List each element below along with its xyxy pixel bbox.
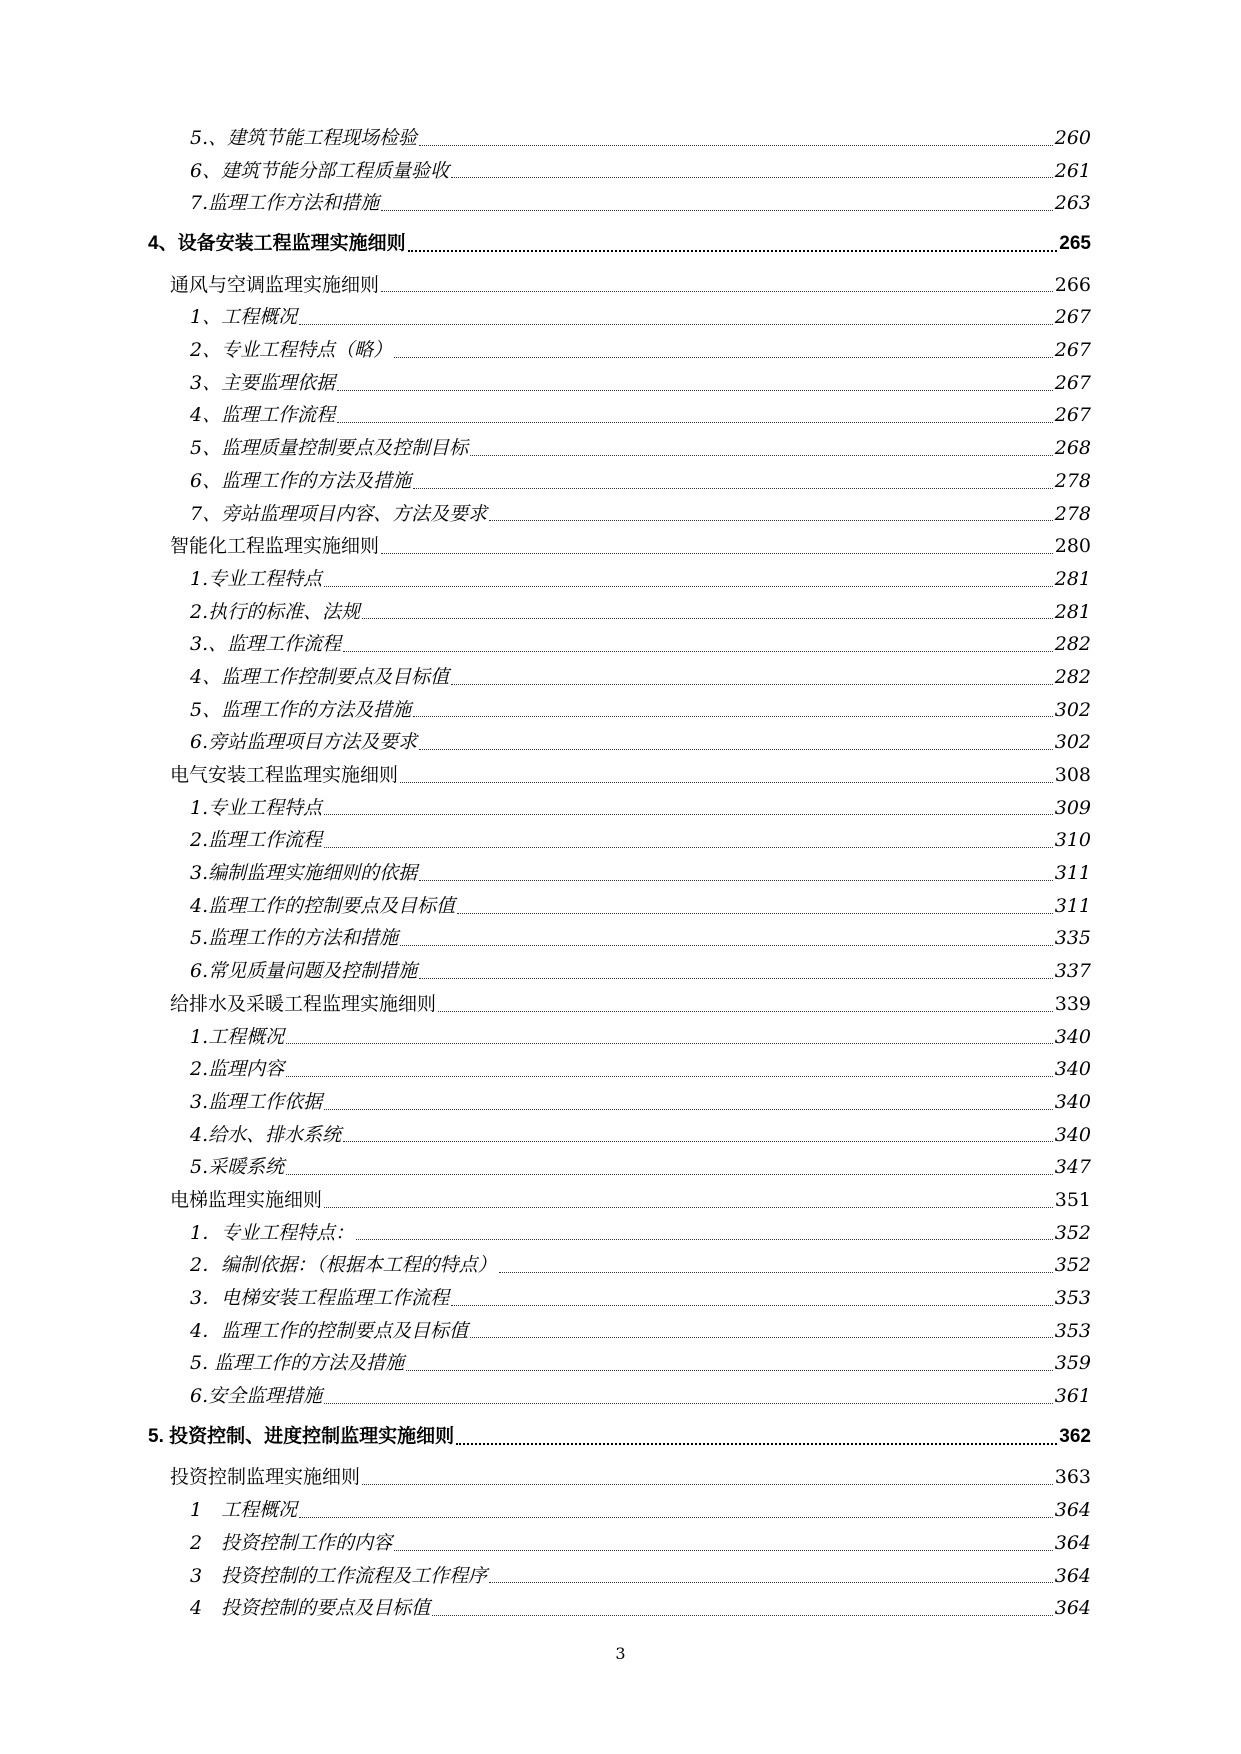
toc-entry-page-number: 266 [1054,273,1091,296]
toc-entry-page-number: 364 [1054,1499,1091,1522]
toc-entry[interactable] [0,1560,1091,1593]
toc-entry-page-number: 267 [1054,371,1091,394]
toc-entry[interactable] [0,1119,1091,1152]
toc-entry-page-number: 309 [1054,796,1091,819]
dot-leader [381,291,1053,292]
toc-entry[interactable] [0,596,1091,629]
dot-leader [286,1174,1053,1175]
toc-entry-page-number: 267 [1054,306,1091,329]
dot-leader [343,651,1053,652]
toc-entry-title: 4、监理工作流程 [190,404,336,427]
toc-entry-page-number: 353 [1054,1319,1091,1342]
dot-leader [324,847,1053,848]
toc-entry[interactable] [0,1151,1091,1184]
toc-entry[interactable] [0,498,1091,531]
toc-entry[interactable] [0,530,1091,563]
toc-entry-title: 5. 投资控制、进度控制监理实施细则 [148,1425,455,1447]
toc-entry[interactable] [0,432,1091,465]
dot-leader [451,684,1053,685]
dot-leader [432,1615,1053,1616]
dot-leader [419,880,1053,881]
toc-entry-title: 2.监理内容 [190,1058,285,1081]
toc-entry-title: 6.常见质量问题及控制措施 [190,960,418,983]
toc-entry-page-number: 340 [1054,1090,1091,1113]
dot-leader [470,1337,1053,1338]
dot-leader [337,422,1053,423]
dot-leader [324,1207,1053,1208]
toc-entry[interactable] [0,988,1091,1021]
toc-entry[interactable] [0,1592,1091,1625]
toc-entry-title: 4、监理工作控制要点及目标值 [190,665,450,688]
toc-entry[interactable] [0,923,1091,956]
toc-entry-page-number: 261 [1054,159,1091,182]
toc-entry-title: 5. 监理工作的方法及措施 [190,1352,405,1375]
toc-entry[interactable] [0,400,1091,433]
toc-entry[interactable] [0,1184,1091,1217]
toc-entry-page-number: 359 [1054,1352,1091,1375]
toc-entry-title: 通风与空调监理实施细则 [170,273,380,296]
toc-entry-page-number: 364 [1054,1597,1091,1620]
toc-entry[interactable] [0,1494,1091,1527]
toc-entry-title: 5.监理工作的方法和措施 [190,927,399,950]
toc-entry[interactable] [0,1249,1091,1282]
toc-entry[interactable] [0,367,1091,400]
toc-entry[interactable] [0,726,1091,759]
toc-entry-title: 2.监理工作流程 [190,829,323,852]
toc-entry-title: 7、旁站监理项目内容、方法及要求 [190,502,488,525]
toc-entry[interactable] [0,187,1091,220]
toc-entry-title: 6、建筑节能分部工程质量验收 [190,159,450,182]
toc-entry-page-number: 311 [1054,894,1091,917]
toc-entry-page-number: 302 [1054,731,1091,754]
dot-leader [499,1272,1053,1273]
toc-entry-page-number: 362 [1059,1425,1091,1447]
toc-entry[interactable] [0,1421,1091,1454]
dot-leader [419,749,1053,750]
toc-entry-title: 4、设备安装工程监理实施细则 [148,233,406,255]
toc-entry-page-number: 340 [1054,1123,1091,1146]
toc-entry-title: 1.专业工程特点 [190,567,323,590]
dot-leader [408,250,1058,252]
toc-entry[interactable] [0,1217,1091,1250]
toc-entry-page-number: 282 [1054,633,1091,656]
dot-leader [470,455,1053,456]
toc-entry-title: 1 工程概况 [190,1499,298,1522]
toc-entry-page-number: 335 [1054,927,1091,950]
dot-leader [419,978,1053,979]
toc-entry-page-number: 265 [1059,233,1091,255]
toc-entry-title: 5.、建筑节能工程现场检验 [190,126,418,149]
toc-entry[interactable] [0,824,1091,857]
toc-entry-page-number: 278 [1054,502,1091,525]
toc-entry-title: 3.编制监理实施细则的依据 [190,862,418,885]
dot-leader [400,945,1053,946]
toc-entry-title: 4．监理工作的控制要点及目标值 [190,1319,469,1342]
toc-entry[interactable] [0,694,1091,727]
toc-entry-page-number: 352 [1054,1221,1091,1244]
toc-entry-title: 5、监理工作的方法及措施 [190,698,412,721]
toc-entry-page-number: 311 [1054,862,1091,885]
toc-entry[interactable] [0,1462,1091,1495]
dot-leader [394,1550,1053,1551]
toc-entry-page-number: 267 [1054,339,1091,362]
toc-entry-title: 4.给水、排水系统 [190,1123,342,1146]
toc-entry-page-number: 267 [1054,404,1091,427]
toc-entry[interactable] [0,1347,1091,1380]
dot-leader [324,1109,1053,1110]
toc-entry-page-number: 347 [1054,1156,1091,1179]
dot-leader [356,1239,1053,1240]
page-number: 3 [615,1644,626,1663]
dot-leader [362,618,1053,619]
toc-entry[interactable] [0,1053,1091,1086]
dot-leader [451,177,1053,178]
toc-entry-page-number: 351 [1054,1188,1091,1211]
dot-leader [457,913,1053,914]
toc-entry-title: 给排水及采暖工程监理实施细则 [170,992,437,1015]
toc-entry-title: 3、主要监理依据 [190,371,336,394]
dot-leader [299,1517,1053,1518]
toc-entry[interactable] [0,563,1091,596]
toc-entry[interactable] [0,1282,1091,1315]
toc-entry-title: 2 投资控制工作的内容 [190,1531,393,1554]
toc-entry-title: 5.采暖系统 [190,1156,285,1179]
dot-leader [381,553,1053,554]
toc-entry-title: 6.旁站监理项目方法及要求 [190,731,418,754]
toc-entry[interactable] [0,301,1091,334]
toc-entry-page-number: 364 [1054,1531,1091,1554]
toc-entry-title: 6.安全监理措施 [190,1385,323,1408]
dot-leader [489,1582,1053,1583]
dot-leader [451,1305,1053,1306]
dot-leader [381,210,1053,211]
toc-entry-title: 1、工程概况 [190,306,298,329]
toc-entry-page-number: 361 [1054,1385,1091,1408]
toc-entry-page-number: 310 [1054,829,1091,852]
toc-entry[interactable] [0,269,1091,302]
toc-entry-page-number: 282 [1054,665,1091,688]
toc-entry-page-number: 263 [1054,192,1091,215]
dot-leader [456,1443,1057,1445]
toc-entry[interactable] [0,334,1091,367]
dot-leader [413,488,1053,489]
dot-leader [324,586,1053,587]
toc-entry[interactable] [0,155,1091,188]
toc-entry-title: 智能化工程监理实施细则 [170,535,380,558]
toc-entry-page-number: 278 [1054,469,1091,492]
toc-entry-page-number: 337 [1054,960,1091,983]
dot-leader [394,357,1053,358]
toc-entry-title: 1.专业工程特点 [190,796,323,819]
toc-entry-title: 5、监理质量控制要点及控制目标 [190,437,469,460]
toc-entry-page-number: 281 [1054,567,1091,590]
toc-entry[interactable] [0,1086,1091,1119]
dot-leader [299,324,1053,325]
toc-entry-title: 3．电梯安装工程监理工作流程 [190,1287,450,1310]
toc-entry-page-number: 280 [1054,535,1091,558]
toc-entry-title: 4.监理工作的控制要点及目标值 [190,894,456,917]
toc-entry-page-number: 353 [1054,1287,1091,1310]
dot-leader [286,1076,1053,1077]
toc-entry[interactable] [0,955,1091,988]
toc-entry-page-number: 352 [1054,1254,1091,1277]
toc-entry[interactable] [0,465,1091,498]
toc-entry-title: 电气安装工程监理实施细则 [170,764,399,787]
toc-entry[interactable] [0,857,1091,890]
toc-entry-title: 投资控制监理实施细则 [170,1466,361,1489]
dot-leader [324,1403,1053,1404]
toc-entry[interactable] [0,759,1091,792]
toc-entry-page-number: 268 [1054,437,1091,460]
toc-entry-title: 7.监理工作方法和措施 [190,192,380,215]
toc-entry[interactable] [0,228,1091,261]
dot-leader [286,1043,1053,1044]
toc-entry[interactable] [0,792,1091,825]
toc-entry-page-number: 308 [1054,764,1091,787]
toc-entry[interactable] [0,1021,1091,1054]
toc-entry[interactable] [0,1527,1091,1560]
toc-entry-title: 2.执行的标准、法规 [190,600,361,623]
toc-entry-title: 2、专业工程特点（略） [190,339,393,362]
toc-entry-page-number: 302 [1054,698,1091,721]
toc-entry[interactable] [0,661,1091,694]
toc-entry[interactable] [0,122,1091,155]
toc-entry-page-number: 260 [1054,126,1091,149]
toc-entry-page-number: 340 [1054,1025,1091,1048]
toc-entry-title: 1．专业工程特点： [190,1221,355,1244]
dot-leader [343,1141,1053,1142]
toc-entry-page-number: 363 [1054,1466,1091,1489]
dot-leader [413,716,1053,717]
toc-entry-title: 6、监理工作的方法及措施 [190,469,412,492]
dot-leader [406,1370,1053,1371]
toc-entry-page-number: 339 [1054,992,1091,1015]
toc-entry-title: 3.监理工作依据 [190,1090,323,1113]
dot-leader [438,1011,1053,1012]
toc-entry-title: 电梯监理实施细则 [170,1188,323,1211]
toc-entry-page-number: 340 [1054,1058,1091,1081]
dot-leader [419,145,1053,146]
toc-entry-title: 4 投资控制的要点及目标值 [190,1597,431,1620]
toc-entry[interactable] [0,628,1091,661]
toc-entry[interactable] [0,890,1091,923]
toc-entry-page-number: 281 [1054,600,1091,623]
table-of-contents [0,122,1241,1625]
toc-entry-title: 3 投资控制的工作流程及工作程序 [190,1564,488,1587]
dot-leader [324,814,1053,815]
dot-leader [337,390,1053,391]
toc-entry[interactable] [0,1380,1091,1413]
dot-leader [489,520,1053,521]
dot-leader [400,782,1053,783]
toc-entry-title: 3.、监理工作流程 [190,633,342,656]
toc-entry-page-number: 364 [1054,1564,1091,1587]
toc-entry-title: 2．编制依据：（根据本工程的特点） [190,1254,497,1277]
toc-entry[interactable] [0,1315,1091,1348]
dot-leader [362,1484,1053,1485]
toc-entry-title: 1.工程概况 [190,1025,285,1048]
